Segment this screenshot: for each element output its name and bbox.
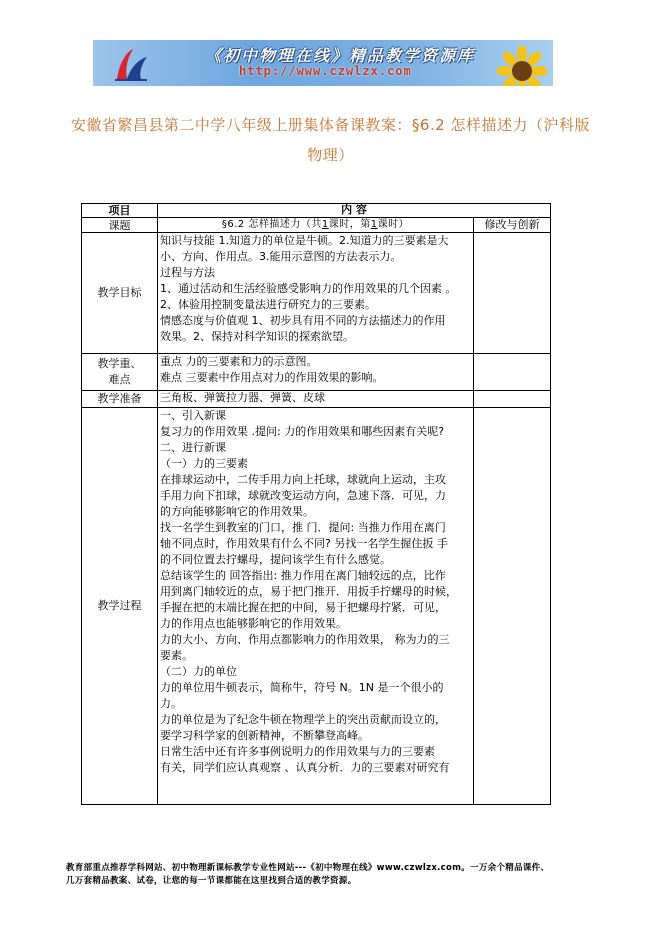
goals-line: 2、体验用控制变量法进行研究力的三要素。 bbox=[160, 298, 376, 311]
banner-url[interactable]: http://www.czwlzx.com bbox=[239, 64, 412, 78]
header-item: 项目 bbox=[82, 204, 158, 218]
footer-line-1: 教育部重点推荐学科网站、初中物理新课标教学专业性网站---《初中物理在线》www.czwlzx.com。一万余个精品课件、 bbox=[66, 863, 550, 873]
process-line: 力的单位是为了纪念牛顿在物理学上的突出贡献而设立的， bbox=[160, 713, 446, 726]
goals-line: 1、通过活动和生活经验感受影响力的作用效果的几个因素 。 bbox=[160, 282, 457, 295]
goals-line: 小、方向、作用点。3.能用示意图的方法表示力。 bbox=[160, 250, 402, 263]
process-line: 要素。 bbox=[160, 649, 193, 662]
document-title-line-2: 物理） bbox=[307, 146, 354, 164]
goals-label: 教学目标 bbox=[82, 233, 158, 354]
course-title-mid: 课时，第 bbox=[328, 219, 371, 230]
process-line: 手握在把的末端比握在把的中间，易于把螺母拧紧．可见， bbox=[160, 601, 446, 614]
course-total-periods: 1 bbox=[321, 219, 329, 230]
table-header-row bbox=[82, 204, 551, 218]
course-label: 课题 bbox=[82, 218, 158, 233]
goals-line: 情感态度与价值观 1、初步具有用不同的方法描述力的作用 bbox=[160, 314, 446, 327]
key-points-label-line-1: 教学重、 bbox=[97, 357, 142, 370]
goals-revise-cell bbox=[474, 233, 551, 354]
key-point-line: 重点 力的三要素和力的示意图。 bbox=[160, 355, 318, 368]
prep-label: 教学准备 bbox=[82, 391, 158, 408]
header-content: 内 容 bbox=[158, 204, 551, 218]
process-line: 手用力向下扣球，球就改变运动方向，急速下落．可见，力 bbox=[160, 489, 446, 502]
process-line: 的不同位置去拧螺母，提问该学生有什么感觉。 bbox=[160, 553, 391, 566]
prep-revise-cell bbox=[474, 391, 551, 408]
goals-line: 过程与方法 bbox=[160, 266, 215, 279]
process-content bbox=[158, 408, 474, 805]
process-line: 复习力的作用效果 .提问: 力的作用效果和哪些因素有关呢? bbox=[160, 425, 445, 438]
table-row-process bbox=[82, 408, 551, 805]
lesson-plan-table bbox=[81, 203, 551, 805]
process-line: （二）力的单位 bbox=[160, 665, 237, 678]
key-points-label-line-2: 难点 bbox=[108, 373, 131, 386]
banner-title: 《初中物理在线》精品教学资源库 bbox=[205, 46, 476, 65]
sunflower-icon bbox=[497, 46, 547, 86]
process-line: 要学习科学家的创新精神，不断攀登高峰。 bbox=[160, 729, 369, 742]
process-line: （一）力的三要素 bbox=[160, 457, 248, 470]
process-label: 教学过程 bbox=[82, 408, 158, 805]
process-line: 轴不同点时，作用效果有什么不同? 另找一名学生握住扳 手 bbox=[160, 537, 448, 550]
footer-line-2: 几万套精品教案、试卷，让您的每一节课都能在这里找到合适的教学资源。 bbox=[66, 876, 357, 886]
goals-line: 知识与技能 1.知道力的单位是牛顿。2.知道力的三要素是大 bbox=[160, 234, 449, 247]
process-line: 日常生活中还有许多事例说明力的作用效果与力的三要素 bbox=[160, 745, 435, 758]
process-line: 二、进行新课 bbox=[160, 441, 226, 454]
key-points-content bbox=[158, 354, 474, 391]
key-points-label bbox=[82, 354, 158, 391]
goals-line: 效果。2、保持对科学知识的探索欲望。 bbox=[160, 330, 354, 343]
key-point-line: 难点 三要素中作用点对力的作用效果的影响。 bbox=[160, 371, 384, 384]
process-line: 力的单位用牛顿表示，简称牛，符号 N。1N 是一个很小的 bbox=[160, 681, 444, 694]
page-footer bbox=[66, 862, 606, 888]
process-revise-cell bbox=[474, 408, 551, 805]
table-row-prep bbox=[82, 391, 551, 408]
course-title-pre: §6.2 怎样描述力（共 bbox=[221, 219, 322, 230]
course-title-post: 课时） bbox=[377, 219, 410, 230]
document-title-line-1: 安徽省繁昌县第二中学八年级上册集体备课教案：§6.2 怎样描述力（沪科版 bbox=[70, 116, 591, 134]
table-row-key-points bbox=[82, 354, 551, 391]
key-points-revise-cell bbox=[474, 354, 551, 391]
process-line: 有关，同学们应认真观察 、认真分析．力的三要素对研究有 bbox=[160, 761, 450, 774]
process-line: 在排球运动中，二传手用力向上托球，球就向上运动，主攻 bbox=[160, 473, 446, 486]
course-title bbox=[158, 218, 474, 233]
process-line: 用到离门轴较近的点，易于把门推开．用扳手拧螺母的时候， bbox=[160, 585, 457, 598]
process-line: 力的作用点也能够影响它的作用效果。 bbox=[160, 617, 347, 630]
process-line: 力。 bbox=[160, 697, 182, 710]
course-current-period: 1 bbox=[370, 219, 378, 230]
document-title bbox=[70, 110, 591, 170]
header-banner bbox=[93, 40, 553, 86]
table-row-course bbox=[82, 218, 551, 233]
process-line: 找一名学生到教室的门口，推 门．提问: 当推力作用在离门 bbox=[160, 521, 446, 534]
process-line: 力的大小、方向、作用点都影响力的作用效果， 称为力的三 bbox=[160, 633, 450, 646]
goals-content bbox=[158, 233, 474, 354]
process-line: 的方向能够影响它的作用效果。 bbox=[160, 505, 314, 518]
process-line: 总结该学生的 回答指出: 推力作用在离门轴较远的点，比作 bbox=[160, 569, 446, 582]
table-row-goals bbox=[82, 233, 551, 354]
revise-header: 修改与创新 bbox=[474, 218, 551, 233]
logo-icon bbox=[111, 45, 151, 83]
process-line: 一、引入新课 bbox=[160, 409, 226, 422]
prep-content: 三角板、弹簧拉力器、弹簧、皮球 bbox=[158, 391, 474, 408]
